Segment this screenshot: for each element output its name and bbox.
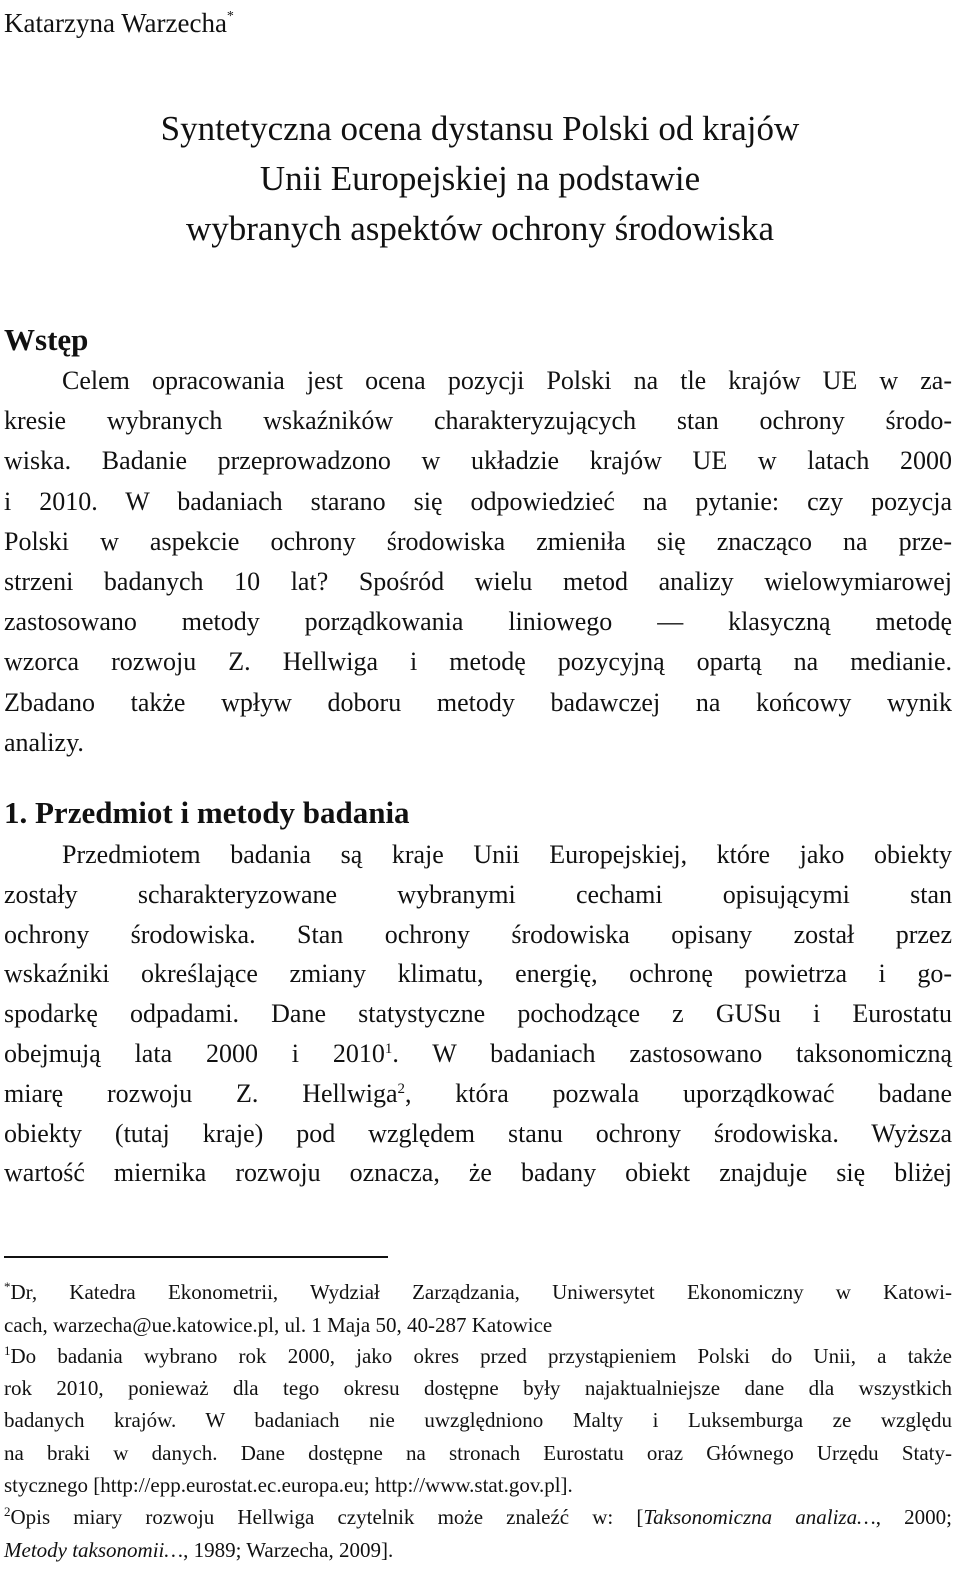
text-span: obejmują lata 2000 i 2010 bbox=[4, 1038, 385, 1068]
text-span: , która pozwala uporządkować badane bbox=[405, 1078, 952, 1108]
author-footnote-mark: * bbox=[226, 9, 234, 24]
text-line: zastosowano metody porządkowania liniowego — klasyczną metodę bbox=[4, 607, 952, 637]
footnote-1 bbox=[4, 1340, 952, 1501]
intro-paragraph bbox=[4, 361, 952, 763]
footnote-line bbox=[4, 1534, 952, 1567]
text-line: kresie wybranych wskaźników charakteryzujących stan ochrony środo- bbox=[4, 406, 952, 436]
text-span: Opis miary rozwoju Hellwiga czytelnik może znaleźć w: [ bbox=[10, 1505, 644, 1529]
text-span: , 1989; Warzecha, 2009]. bbox=[183, 1537, 394, 1562]
text-line: i 2010. W badaniach starano się odpowiedzieć na pytanie: czy pozycja bbox=[4, 486, 952, 516]
text-span: Dr, Katedra Ekonometrii, Wydział Zarządzania, Uniwersytet Ekonomiczny w Katowi- bbox=[10, 1280, 952, 1304]
italic-title: Metody taksonomii… bbox=[4, 1537, 184, 1562]
footnote-line bbox=[4, 1501, 952, 1534]
footnote-line: na braki w danych. Dane dostępne na stronach Eurostatu oraz Głównego Urzędu Staty- bbox=[4, 1440, 952, 1465]
title-line: wybranych aspektów ochrony środowiska bbox=[185, 209, 775, 248]
text-line: ochrony środowiska. Stan ochrony środowiska opisany został przez bbox=[4, 919, 952, 949]
text-line: wartość miernika rozwoju oznacza, że badany obiekt znajduje się bliżej bbox=[4, 1158, 952, 1188]
author-text: Katarzyna Warzecha bbox=[4, 8, 227, 38]
text-span: miarę rozwoju Z. Hellwiga bbox=[4, 1078, 398, 1108]
text-line: Zbadano także wpływ doboru metody badawczej na końcowy wynik bbox=[4, 687, 952, 717]
text-line: wiska. Badanie przeprowadzono w układzie krajów UE w latach 2000 bbox=[4, 446, 952, 476]
footnote-mark: * bbox=[4, 1279, 11, 1294]
text-span: . W badaniach zastosowano taksonomiczną bbox=[392, 1038, 952, 1068]
footnote-2 bbox=[4, 1501, 952, 1566]
text-span: Do badania wybrano rok 2000, jako okres przed przystąpieniem Polski do Unii, a także bbox=[10, 1344, 952, 1368]
footnote-line bbox=[4, 1276, 952, 1309]
footnote-mark: 1 bbox=[4, 1343, 11, 1358]
footnote-separator bbox=[4, 1256, 388, 1258]
author-name bbox=[4, 0, 234, 40]
footnote-line: badanych krajów. W badaniach nie uwzględniono Malty i Luksemburga ze względu bbox=[4, 1408, 952, 1433]
italic-title: Taksonomiczna analiza… bbox=[643, 1505, 876, 1529]
footnote-line: stycznego [http://epp.eurostat.ec.europa.eu; http://www.stat.gov.pl]. bbox=[4, 1472, 573, 1497]
text-line: Celem opracowania jest ocena pozycji Polski na tle krajów UE w za- bbox=[62, 366, 952, 395]
footnote-line bbox=[4, 1340, 952, 1372]
text-line: analizy. bbox=[4, 727, 84, 757]
footnote-ref-1: 1 bbox=[384, 1040, 393, 1057]
text-line: Przedmiotem badania są kraje Unii Europejskiej, które jako obiekty bbox=[62, 840, 952, 869]
text-line: strzeni badanych 10 lat? Spośród wielu metod analizy wielowymiarowej bbox=[4, 567, 952, 597]
text-line bbox=[4, 1074, 952, 1114]
text-line: zostały scharakteryzowane wybranymi cechami opisującymi stan bbox=[4, 879, 952, 909]
text-line: wzorca rozwoju Z. Hellwiga i metodę pozycyjną opartą na medianie. bbox=[4, 647, 952, 677]
paper-title bbox=[0, 104, 960, 254]
footnote-line: rok 2010, ponieważ dla tego okresu dostępne były najaktualniejsze dane dla wszystkich bbox=[4, 1376, 952, 1401]
section-heading: 1. Przedmiot i metody badania bbox=[4, 795, 410, 830]
footnote-line: cach, warzecha@ue.katowice.pl, ul. 1 Maja 50, 40-287 Katowice bbox=[4, 1312, 553, 1337]
title-line: Unii Europejskiej na podstawie bbox=[259, 159, 701, 198]
footnote-ref-2: 2 bbox=[397, 1080, 405, 1097]
text-line: Polski w aspekcie ochrony środowiska zmieniła się znacząco na prze- bbox=[4, 526, 952, 556]
text-line: spodarkę odpadami. Dane statystyczne pochodzące z GUSu i Eurostatu bbox=[4, 999, 952, 1029]
text-line: wskaźniki określające zmiany klimatu, energię, ochronę powietrza i go- bbox=[4, 959, 952, 989]
intro-heading: Wstęp bbox=[4, 322, 89, 357]
footnote-mark: 2 bbox=[4, 1504, 11, 1519]
text-span: , 2000; bbox=[875, 1505, 952, 1529]
footnote-author bbox=[4, 1276, 952, 1341]
title-line: Syntetyczna ocena dystansu Polski od krajów bbox=[160, 109, 800, 148]
text-line: obiekty (tutaj kraje) pod względem stanu ochrony środowiska. Wyższa bbox=[4, 1118, 952, 1148]
section-paragraph bbox=[4, 835, 952, 1193]
text-line bbox=[4, 1034, 952, 1074]
